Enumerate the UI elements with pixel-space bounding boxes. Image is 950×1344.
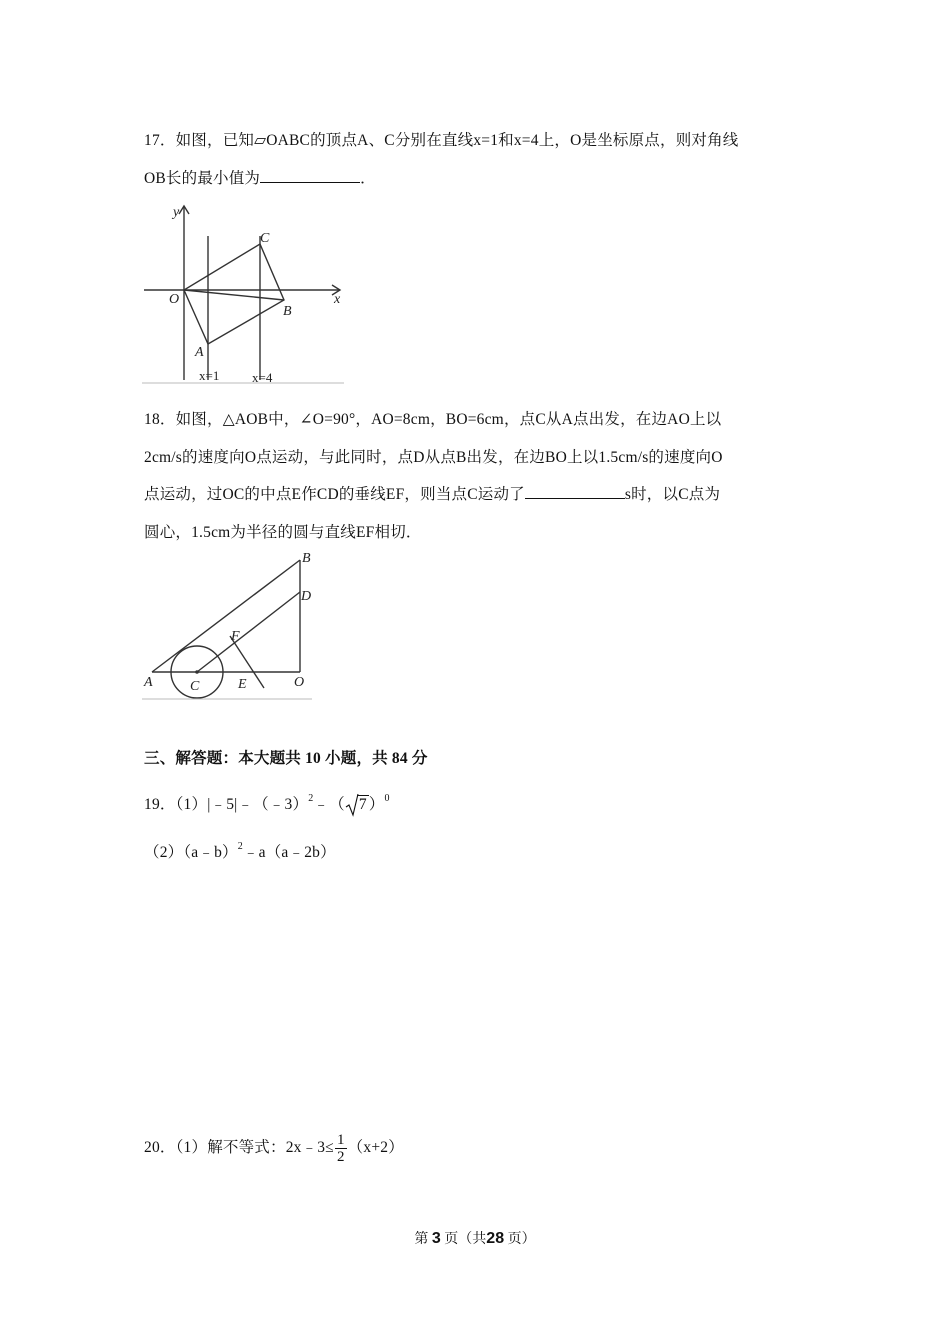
sqrt-radicand: 7	[358, 796, 367, 813]
label-c: C	[190, 679, 200, 694]
q18-line-3	[144, 482, 720, 504]
q17-answer-blank	[260, 168, 360, 183]
label-d: D	[301, 589, 312, 604]
label-a: A	[195, 345, 204, 360]
label-f: F	[231, 629, 240, 644]
q20-p1-text: 20．（1）解不等式：2x﹣3≤	[144, 1139, 334, 1157]
footer-pre: 第	[414, 1232, 429, 1247]
q17-line-2-text: OB长的最小值为	[144, 170, 261, 187]
q20-p1-end: （x+2）	[347, 1139, 404, 1157]
q18-answer-blank	[525, 484, 625, 499]
q19-p1-exponent-1: 2	[308, 792, 314, 804]
label-o: O	[294, 675, 305, 690]
q18-line-3-text: 点运动，过OC的中点E作CD的垂线EF，则当点C运动了	[144, 486, 525, 503]
q19-p1-mid: ﹣（	[313, 796, 345, 813]
footer-total-pages: 28	[486, 1230, 505, 1247]
q18-line-4: 圆心，1.5cm为半径的圆与直线EF相切．	[144, 524, 422, 541]
footer-mid: 页（共	[444, 1232, 487, 1247]
q20-part-1	[144, 1132, 404, 1165]
footer-post: 页）	[507, 1232, 536, 1247]
q18-line-1: 18．如图，△AOB中，∠O=90°，AO=8cm，BO=6cm，点C从A点出发，在边AO上以	[144, 411, 722, 428]
label-o: O	[169, 292, 180, 307]
label-a: A	[144, 675, 153, 690]
side-ab	[152, 560, 300, 672]
q18-line-3-end: s时，以C点为	[624, 486, 721, 503]
label-x-eq-4: x=4	[252, 370, 273, 385]
page-footer	[0, 1228, 950, 1248]
q19-p2-text: （2）（a﹣b）	[144, 844, 238, 861]
q19-p1-exponent-2: 0	[384, 792, 390, 804]
label-y: y	[173, 205, 180, 220]
q19-p1-close: ）	[368, 796, 385, 813]
label-x: x	[334, 292, 341, 307]
parallelogram-oabc	[184, 244, 284, 344]
footer-page-number: 3	[431, 1230, 441, 1247]
q18-figure	[142, 546, 316, 702]
label-x-eq-1: x=1	[199, 368, 220, 383]
q18-line-2: 2cm/s的速度向O点运动，与此同时，点D从点B出发，在边BO上以1.5cm/s的速度向O	[144, 449, 723, 466]
fraction-denominator: 2	[336, 1149, 345, 1165]
q19-part-1	[144, 792, 390, 814]
q19-p2-end: ﹣a（a﹣2b）	[242, 844, 336, 861]
q17-line-2-end: ．	[360, 170, 376, 187]
q17-line-2	[144, 166, 376, 188]
q19-p1-text: 19．（1）|﹣5|﹣（﹣3）	[144, 796, 309, 813]
diagonal-ob	[184, 290, 284, 300]
label-b: B	[302, 551, 311, 566]
q19-p2-exponent: 2	[237, 840, 243, 852]
segment-cd	[197, 592, 300, 672]
fraction-one-half	[335, 1132, 347, 1165]
q17-line-1: 17．如图，已知▱OABC的顶点A、C分别在直线x=1和x=4上，O是坐标原点，则对角线	[144, 132, 739, 149]
fraction-numerator: 1	[336, 1132, 345, 1148]
section-3-heading: 三、解答题：本大题共 10 小题，共 84 分	[144, 750, 428, 767]
q17-figure	[142, 200, 346, 386]
q19-part-2	[144, 840, 336, 862]
label-c: C	[260, 231, 270, 246]
label-b: B	[283, 304, 292, 319]
radical-sign-icon	[345, 793, 359, 817]
label-e: E	[238, 677, 247, 692]
sqrt-7	[345, 796, 369, 814]
